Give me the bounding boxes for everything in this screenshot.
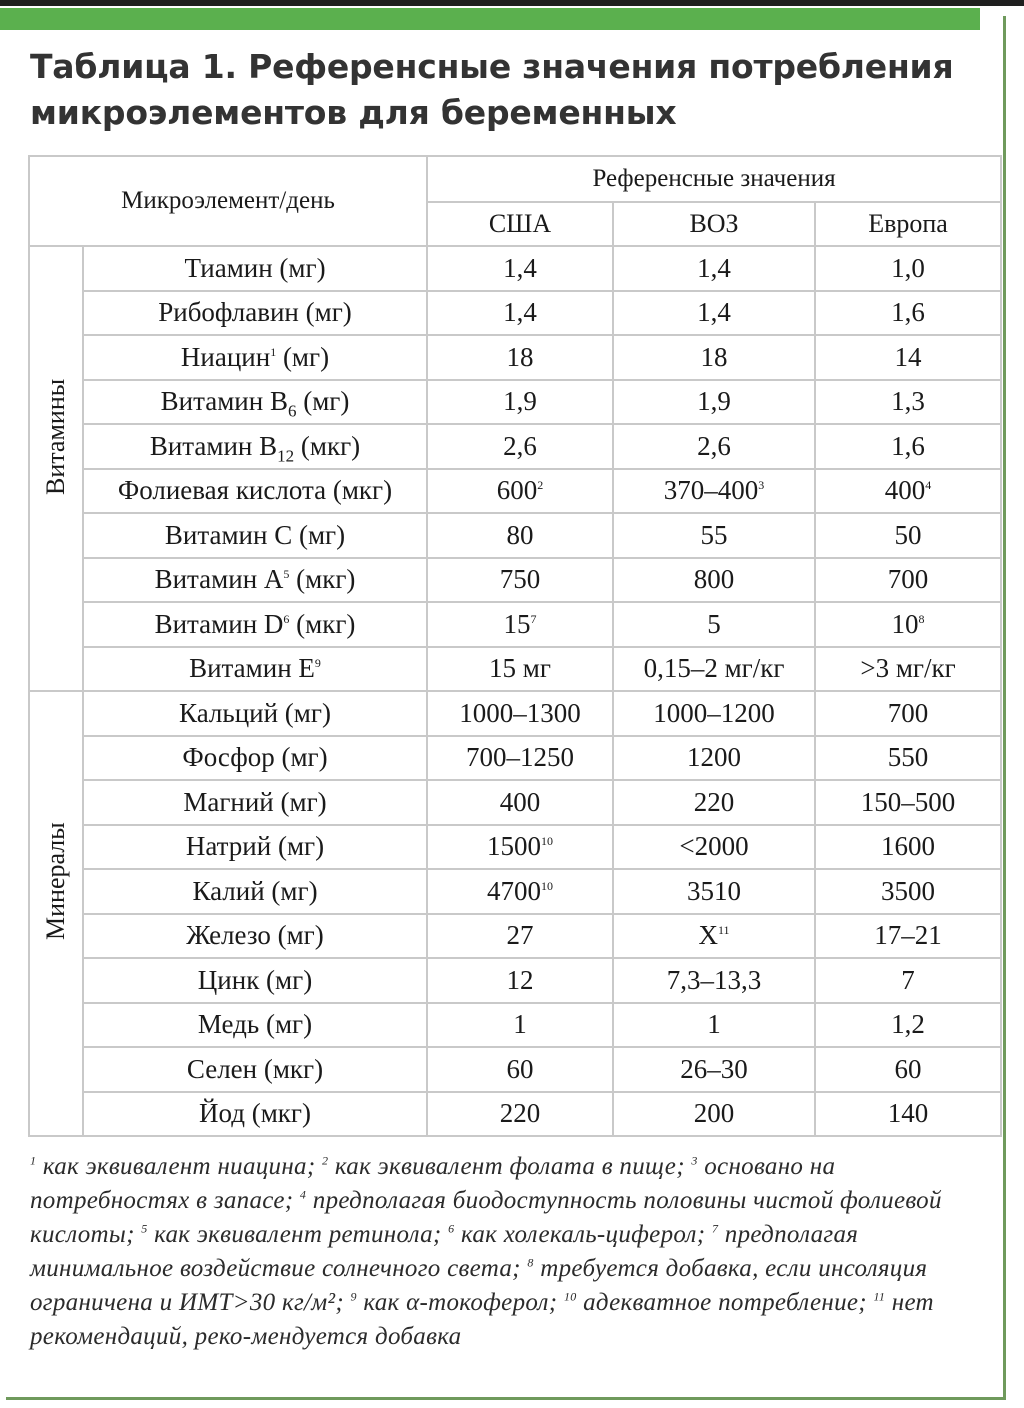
value-who-cell [613, 691, 815, 736]
group-label-cell [29, 691, 83, 1136]
value-usa-cell [427, 380, 613, 425]
value-europe-cell [815, 1092, 1001, 1137]
table-row [29, 1047, 1001, 1092]
nutrient-name: Ниацин [180, 341, 271, 372]
footnote-text: как эквивалент ниацина; [36, 1153, 323, 1180]
value-usa-cell [427, 335, 613, 380]
footnote-number: 3 [691, 1153, 698, 1168]
value-who: X [698, 920, 718, 951]
value-usa-cell [427, 1092, 613, 1137]
value-who: 1000–1200 [653, 697, 775, 728]
nutrient-name-cell [83, 736, 427, 781]
value-who-cell [613, 246, 815, 291]
footnote-number: 2 [322, 1153, 329, 1168]
value-europe: 1,0 [891, 252, 925, 283]
value-europe: >3 мг/кг [860, 653, 956, 684]
footnote-marker: 7 [530, 611, 537, 626]
value-usa: 27 [506, 920, 534, 951]
value-europe-cell [815, 558, 1001, 603]
table-row [29, 380, 1001, 425]
nutrient-name: Рибофлавин (мг) [158, 297, 352, 328]
nutrient-name: Селен (мкг) [186, 1053, 324, 1084]
value-europe: 7 [901, 964, 915, 995]
value-who: 0,15–2 мг/кг [643, 653, 785, 684]
nutrient-unit: (мг) [296, 386, 350, 417]
top-edge-strip [0, 0, 1024, 6]
nutrient-name-cell [83, 914, 427, 959]
table-row [29, 825, 1001, 870]
footnote-text: как α-токоферол; [356, 1289, 564, 1316]
value-usa-cell [427, 1047, 613, 1092]
footnote-marker: 9 [314, 656, 321, 671]
nutrient-name: Цинк (мг) [197, 964, 313, 995]
nutrient-name-cell [83, 1092, 427, 1137]
nutrient-name: Магний (мг) [183, 786, 327, 817]
footnote-number: 6 [448, 1221, 455, 1236]
footnote-text: как эквивалент ретинола; [147, 1221, 449, 1248]
value-europe: 150–500 [860, 786, 956, 817]
value-europe-cell [815, 691, 1001, 736]
value-usa: 220 [499, 1098, 541, 1129]
value-usa-cell [427, 780, 613, 825]
value-europe-cell [815, 958, 1001, 1003]
nutrient-name-cell [83, 335, 427, 380]
table-row [29, 869, 1001, 914]
value-europe: 3500 [881, 875, 936, 906]
value-who: 1,9 [697, 386, 731, 417]
footnote-text: адекватное потребление; [576, 1289, 874, 1316]
value-usa: 600 [496, 475, 538, 506]
nutrient-name: Натрий (мг) [185, 831, 325, 862]
nutrient-unit: (мкг) [289, 608, 356, 639]
value-usa: 1500 [487, 831, 542, 862]
footnote-number: 11 [873, 1289, 886, 1304]
value-who-cell [613, 513, 815, 558]
value-who-cell [613, 335, 815, 380]
value-who-cell [613, 602, 815, 647]
value-usa: 1 [513, 1009, 527, 1040]
nutrient-name-cell [83, 647, 427, 692]
nutrient-name: Медь (мг) [197, 1009, 313, 1040]
value-who-cell [613, 958, 815, 1003]
table-row [29, 291, 1001, 336]
footnote-marker: 10 [541, 878, 554, 893]
nutrient-name-cell [83, 380, 427, 425]
value-europe-cell [815, 1003, 1001, 1048]
value-usa-cell [427, 825, 613, 870]
value-who: 370–400 [663, 475, 759, 506]
value-europe-cell [815, 246, 1001, 291]
footnote-text: нет рекомендаций, реко-мендуется добавка [30, 1289, 934, 1350]
table-row [29, 914, 1001, 959]
row-label-header: Микроэлемент/день [29, 156, 427, 246]
value-who: 800 [693, 564, 735, 595]
value-europe: 10 [891, 608, 919, 639]
value-europe-cell [815, 469, 1001, 514]
value-who: 7,3–13,3 [666, 964, 762, 995]
nutrient-name-cell [83, 691, 427, 736]
footnote-marker: 8 [918, 611, 925, 626]
nutrient-name: Витамин A [154, 564, 284, 595]
nutrient-name-cell [83, 469, 427, 514]
footnote-marker: 5 [283, 567, 290, 582]
value-who-cell [613, 736, 815, 781]
value-europe: 140 [887, 1098, 929, 1129]
value-europe-cell [815, 513, 1001, 558]
table-row [29, 1092, 1001, 1137]
value-usa: 12 [506, 964, 534, 995]
value-who-cell [613, 1092, 815, 1137]
footnote-number: 8 [527, 1255, 534, 1270]
value-who: 220 [693, 786, 735, 817]
footnote-text: как холекаль-циферол; [454, 1221, 712, 1248]
value-europe: 1600 [881, 831, 936, 862]
value-who-cell [613, 558, 815, 603]
value-who-cell [613, 914, 815, 959]
value-who: 3510 [687, 875, 742, 906]
footnote-marker: 10 [541, 834, 554, 849]
value-who-cell [613, 291, 815, 336]
table-row [29, 691, 1001, 736]
value-europe: 1,2 [891, 1009, 925, 1040]
table-title: Таблица 1. Референсные значения потребления микроэлементов для беременных [30, 47, 954, 132]
value-who: 1200 [687, 742, 742, 773]
nutrient-name: Витамин С (мг) [164, 519, 346, 550]
nutrient-name: Железо (мг) [186, 920, 324, 951]
value-europe: 50 [894, 519, 922, 550]
nutrient-unit: (мкг) [294, 430, 361, 461]
nutrient-name: Кальций (мг) [179, 697, 331, 728]
value-usa-cell [427, 691, 613, 736]
value-usa-cell [427, 291, 613, 336]
nutrient-name: Фолиевая кислота (мкг) [117, 475, 393, 506]
group-label: Витамины [41, 378, 70, 495]
value-who: 2,6 [697, 430, 731, 461]
nutrient-name-cell [83, 825, 427, 870]
value-usa: 60 [506, 1053, 534, 1084]
footnote-text: как эквивалент фолата в пище; [328, 1153, 692, 1180]
value-europe-cell [815, 291, 1001, 336]
reference-values-header: Референсные значения [427, 156, 1001, 202]
nutrient-name: Фосфор (мг) [182, 742, 328, 773]
value-who: 1,4 [697, 297, 731, 328]
footnote-number: 1 [30, 1153, 37, 1168]
value-who-cell [613, 869, 815, 914]
nutrient-name-cell [83, 513, 427, 558]
value-usa: 1,4 [503, 252, 537, 283]
nutrient-name-cell [83, 558, 427, 603]
value-usa: 15 [503, 608, 531, 639]
nutrient-name-cell [83, 291, 427, 336]
value-europe-cell [815, 869, 1001, 914]
value-who: 200 [693, 1098, 735, 1129]
value-who-cell [613, 424, 815, 469]
nutrient-unit: (мг) [276, 341, 330, 372]
value-usa-cell [427, 602, 613, 647]
value-who-cell [613, 825, 815, 870]
value-who: 5 [707, 608, 721, 639]
value-europe: 1,3 [891, 386, 925, 417]
value-europe: 400 [884, 475, 926, 506]
table-row [29, 335, 1001, 380]
footnote-number: 9 [350, 1289, 357, 1304]
column-header-who: ВОЗ [613, 202, 815, 246]
value-who-cell [613, 469, 815, 514]
value-europe: 550 [887, 742, 929, 773]
nutrient-name: Витамин E [189, 653, 315, 684]
footnote-marker: 1 [270, 344, 277, 359]
nutrient-name: Витамин D [154, 608, 284, 639]
value-usa-cell [427, 513, 613, 558]
value-usa-cell [427, 736, 613, 781]
table-row [29, 558, 1001, 603]
value-who-cell [613, 647, 815, 692]
value-europe: 14 [894, 341, 922, 372]
value-usa-cell [427, 647, 613, 692]
value-europe-cell [815, 914, 1001, 959]
value-usa: 700–1250 [466, 742, 575, 773]
value-europe: 700 [887, 697, 929, 728]
value-usa-cell [427, 914, 613, 959]
table-row [29, 647, 1001, 692]
footnote-number: 7 [711, 1221, 719, 1236]
value-usa: 18 [506, 341, 534, 372]
value-who: <2000 [679, 831, 749, 862]
nutrient-name-cell [83, 780, 427, 825]
value-who-cell [613, 380, 815, 425]
table-body [29, 246, 1001, 1136]
value-europe-cell [815, 825, 1001, 870]
footnote-marker: 11 [717, 923, 730, 938]
value-usa-cell [427, 424, 613, 469]
group-label-cell [29, 246, 83, 691]
nutrient-name: Калий (мг) [192, 875, 318, 906]
value-usa: 4700 [487, 875, 542, 906]
value-europe-cell [815, 780, 1001, 825]
value-usa: 400 [499, 786, 541, 817]
nutrient-name-cell [83, 246, 427, 291]
nutrient-name: Витамин B [149, 430, 278, 461]
value-europe: 17–21 [874, 920, 942, 951]
value-europe-cell [815, 602, 1001, 647]
value-europe-cell [815, 647, 1001, 692]
column-header-europe: Европа [815, 202, 1001, 246]
value-usa: 80 [506, 519, 534, 550]
value-usa-cell [427, 958, 613, 1003]
footnote-text: предполагая биодоступность половины чистой фолиевой кислоты; [30, 1187, 942, 1248]
value-usa: 750 [499, 564, 541, 595]
column-header-usa: США [427, 202, 613, 246]
nutrient-name: Йод (мкг) [199, 1098, 311, 1129]
value-who: 1,4 [697, 252, 731, 283]
nutrient-name-cell [83, 424, 427, 469]
footnote-number: 4 [299, 1187, 307, 1202]
nutrient-name-cell [83, 869, 427, 914]
nutrient-name-cell [83, 1047, 427, 1092]
value-usa-cell [427, 558, 613, 603]
footnote-number: 5 [141, 1221, 148, 1236]
value-who: 1 [707, 1009, 721, 1040]
value-who: 18 [700, 341, 728, 372]
group-label: Минералы [41, 821, 70, 940]
value-europe-cell [815, 335, 1001, 380]
value-usa: 15 мг [489, 653, 551, 684]
table-row [29, 958, 1001, 1003]
value-europe: 1,6 [891, 297, 925, 328]
value-europe-cell [815, 736, 1001, 781]
value-usa-cell [427, 469, 613, 514]
footnote-marker: 2 [537, 478, 544, 493]
table-row [29, 780, 1001, 825]
footnotes [30, 1150, 990, 1354]
value-europe-cell [815, 424, 1001, 469]
footnote-text: требуется добавка, если инсоляция ограничена и ИМТ>30 кг/м²; [30, 1255, 928, 1316]
nutrient-subscript: 12 [277, 446, 295, 466]
value-who-cell [613, 1003, 815, 1048]
value-europe: 700 [887, 564, 929, 595]
footnote-number: 10 [563, 1289, 577, 1304]
value-usa-cell [427, 1003, 613, 1048]
value-who: 26–30 [680, 1053, 748, 1084]
value-who-cell [613, 780, 815, 825]
table-row [29, 736, 1001, 781]
value-europe-cell [815, 380, 1001, 425]
footnote-text: предполагая минимальное воздействие солнечного света; [30, 1221, 859, 1282]
value-usa-cell [427, 246, 613, 291]
nutrient-name: Витамин B [160, 386, 288, 417]
value-usa: 1,4 [503, 297, 537, 328]
footnote-text: основано на потребностях в запасе; [30, 1153, 836, 1214]
nutrient-subscript: 6 [287, 401, 297, 421]
value-usa-cell [427, 869, 613, 914]
value-who-cell [613, 1047, 815, 1092]
value-who: 55 [700, 519, 728, 550]
table-row [29, 1003, 1001, 1048]
nutrient-name-cell [83, 1003, 427, 1048]
value-usa: 1,9 [503, 386, 537, 417]
value-europe: 60 [894, 1053, 922, 1084]
nutrient-name: Тиамин (мг) [184, 252, 326, 283]
table-row [29, 469, 1001, 514]
nutrient-name-cell [83, 602, 427, 647]
footnote-marker: 6 [283, 611, 290, 626]
reference-values-table [28, 155, 1002, 1137]
nutrient-name-cell [83, 958, 427, 1003]
value-usa: 2,6 [503, 430, 537, 461]
table-row [29, 246, 1001, 291]
footnote-marker: 4 [925, 478, 932, 493]
value-europe-cell [815, 1047, 1001, 1092]
value-usa: 1000–1300 [459, 697, 581, 728]
table-row [29, 602, 1001, 647]
nutrient-unit: (мкг) [289, 564, 356, 595]
table-row [29, 424, 1001, 469]
footnote-marker: 3 [758, 478, 765, 493]
value-europe: 1,6 [891, 430, 925, 461]
table-row [29, 513, 1001, 558]
